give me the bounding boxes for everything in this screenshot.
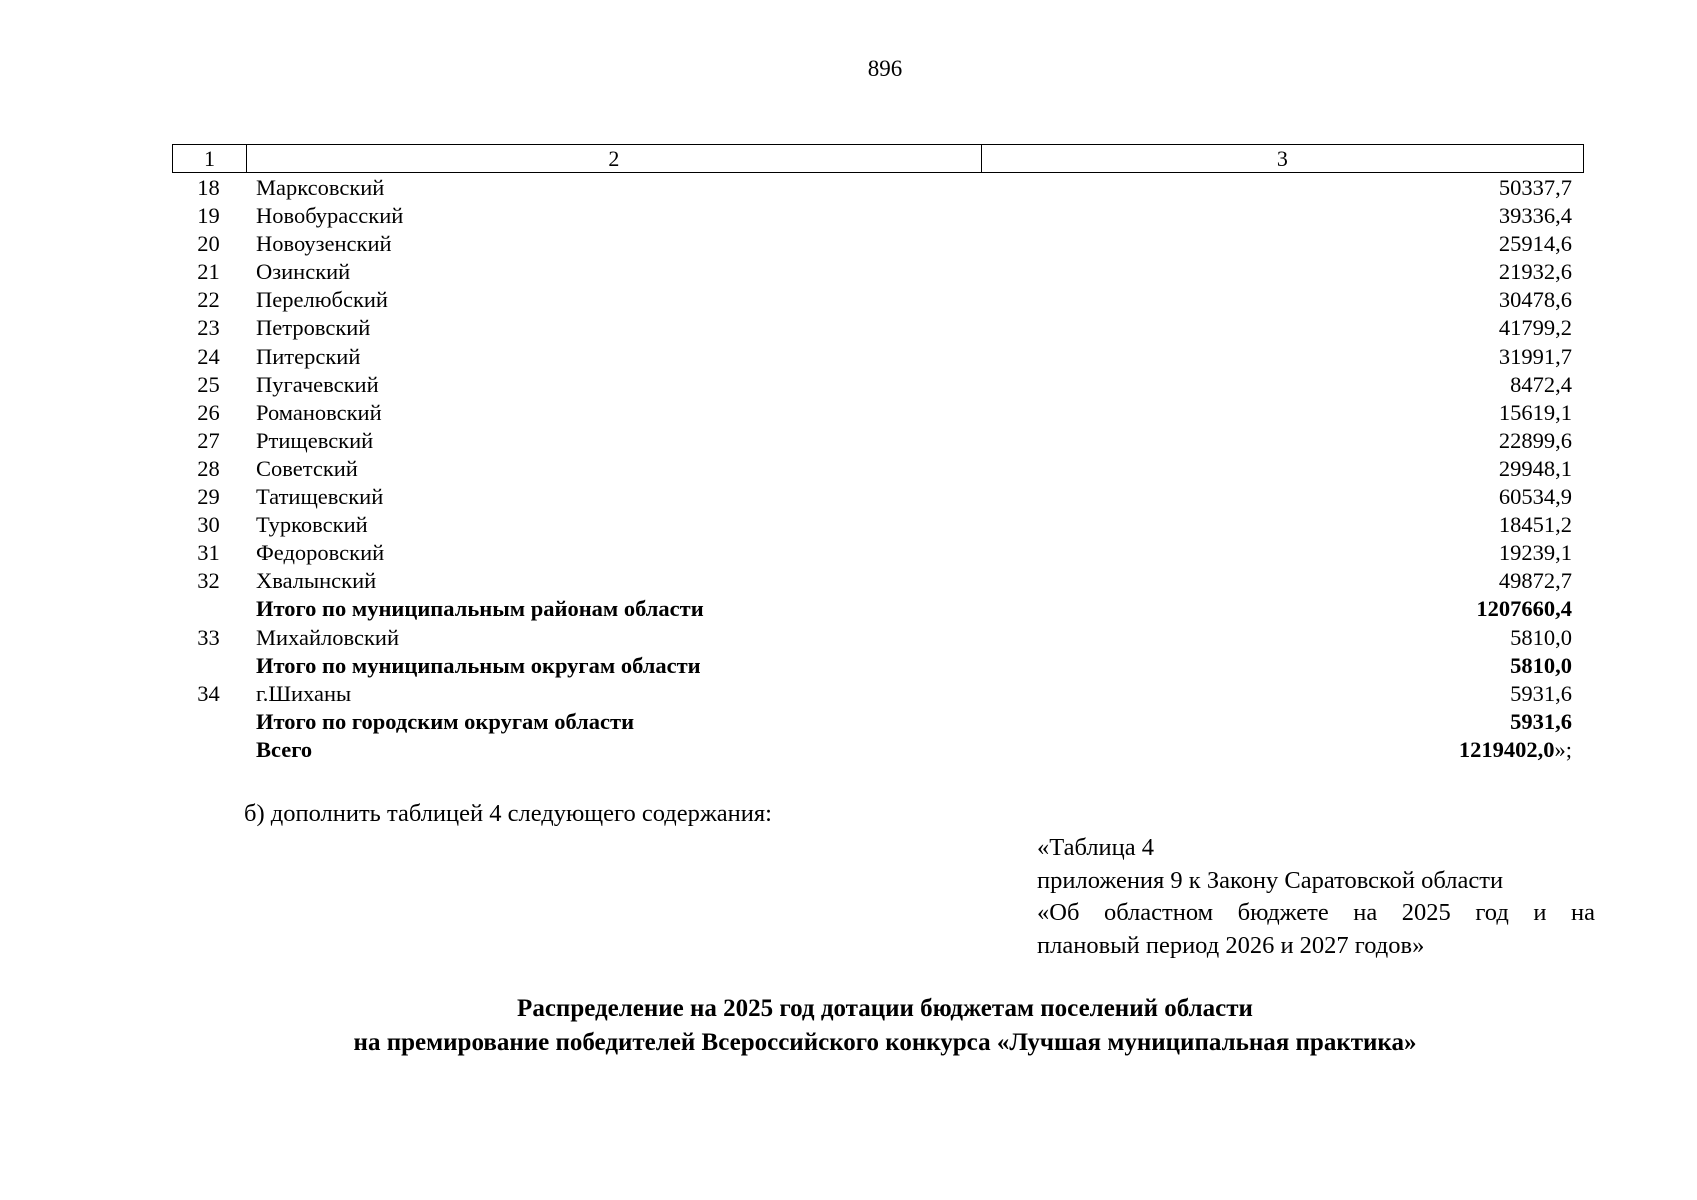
appendix-line: приложения 9 к Закону Саратовской области [1037, 866, 1504, 894]
page-number: 896 [867, 56, 903, 81]
title-line: Распределение на 2025 год дотации бюджетам поселений области [517, 995, 1253, 1022]
row-value [1499, 343, 1572, 371]
value-text: 5810,0 [1510, 624, 1572, 650]
value-text: 22899,6 [1498, 427, 1572, 453]
appendix-line: «Таблица 4 [1037, 834, 1155, 861]
district-name: Озинский [256, 259, 351, 285]
row-value [1499, 202, 1572, 230]
value-text: 39336,4 [1498, 203, 1572, 229]
row-number: 31 [197, 540, 220, 566]
subtotal-label: Итого по муниципальным районам области [256, 596, 704, 622]
table-row [172, 202, 1584, 230]
row-value [1499, 483, 1572, 511]
value-text: 60534,9 [1498, 484, 1572, 510]
value-text: 41799,2 [1498, 315, 1572, 341]
table-row [172, 314, 1584, 342]
table-row [172, 399, 1584, 427]
district-name: Ртищевский [256, 427, 374, 453]
table-row [172, 680, 1584, 708]
table-row [172, 455, 1584, 483]
value-text: 30478,6 [1498, 287, 1572, 313]
table-row [172, 427, 1584, 455]
row-number: 30 [197, 512, 220, 538]
district-name: Перелюбский [256, 287, 388, 313]
row-number: 29 [197, 484, 220, 510]
row-number: 18 [197, 175, 220, 200]
value-text: 19239,1 [1498, 540, 1572, 566]
row-value [1499, 230, 1572, 258]
table-header-col-1: 1 [203, 145, 215, 171]
row-value [1510, 680, 1572, 708]
row-number: 21 [197, 259, 220, 285]
row-value [1499, 286, 1572, 314]
row-value [1499, 567, 1572, 595]
row-value [1499, 174, 1572, 202]
value-text: 5931,6 [1510, 680, 1572, 706]
row-value [1499, 314, 1572, 342]
table-row [172, 567, 1584, 595]
table-header-col-3: 3 [981, 145, 1583, 172]
district-name: Хвалынский [256, 568, 377, 594]
row-number: 20 [197, 231, 220, 257]
table-row [172, 230, 1584, 258]
row-value [1499, 427, 1572, 455]
row-value [1499, 455, 1572, 483]
subtotal-label: Итого по муниципальным округам области [256, 652, 701, 678]
table-header [172, 144, 1584, 173]
value-text: 1219402,0 [1458, 736, 1555, 762]
row-number: 24 [197, 343, 220, 369]
district-name: г.Шиханы [256, 680, 352, 706]
subtotal-row [172, 652, 1584, 680]
value-text: 5931,6 [1510, 708, 1572, 734]
row-value [1459, 736, 1572, 764]
row-number: 25 [197, 371, 220, 397]
value-text: 8472,4 [1510, 371, 1572, 397]
table-row [172, 511, 1584, 539]
table-row [172, 258, 1584, 286]
row-number: 32 [197, 568, 220, 594]
district-name: Татищевский [256, 484, 384, 510]
row-value [1510, 652, 1572, 680]
row-number: 27 [197, 427, 220, 453]
row-number: 34 [197, 680, 220, 706]
district-name: Федоровский [256, 540, 385, 566]
row-number: 23 [197, 315, 220, 341]
appendix-reference [1037, 832, 1595, 962]
table-row [172, 343, 1584, 371]
row-number: 19 [197, 203, 220, 229]
subtotal-row [172, 708, 1584, 736]
row-value [1510, 708, 1572, 736]
value-text: 29948,1 [1498, 455, 1572, 481]
value-text: 49872,7 [1498, 568, 1572, 594]
closing-quote: »; [1554, 736, 1572, 762]
table-row [172, 371, 1584, 399]
district-name: Петровский [256, 315, 371, 341]
table-row [172, 174, 1584, 202]
row-value [1476, 595, 1572, 623]
value-text: 15619,1 [1498, 399, 1572, 425]
subtotal-row [172, 595, 1584, 623]
value-text: 50337,7 [1498, 175, 1572, 200]
district-name: Новоузенский [256, 231, 392, 257]
paragraph-b: б) дополнить таблицей 4 следующего содержания: [244, 800, 772, 827]
district-name: Турковский [256, 512, 368, 538]
subtotal-label: Итого по городским округам области [256, 708, 635, 734]
row-number: 28 [197, 455, 220, 481]
district-name: Новобурасский [256, 203, 404, 229]
grand-total-row [172, 736, 1584, 764]
row-value [1499, 539, 1572, 567]
row-number: 26 [197, 399, 220, 425]
table-row [172, 624, 1584, 652]
table-row [172, 483, 1584, 511]
table-body [172, 174, 1584, 764]
value-text: 31991,7 [1498, 343, 1572, 369]
value-text: 21932,6 [1498, 259, 1572, 285]
row-value [1510, 624, 1572, 652]
row-number: 33 [197, 624, 220, 650]
value-text: 25914,6 [1498, 231, 1572, 257]
value-text: 1207660,4 [1476, 596, 1572, 622]
grand-total-label: Всего [256, 736, 313, 762]
district-name: Питерский [256, 343, 361, 369]
table-row [172, 286, 1584, 314]
district-name: Пугачевский [256, 371, 379, 397]
table-header-col-2: 2 [246, 145, 981, 172]
row-number: 22 [197, 287, 220, 313]
value-text: 18451,2 [1498, 512, 1572, 538]
district-name: Советский [256, 455, 358, 481]
district-name: Романовский [256, 399, 382, 425]
title-line: на премирование победителей Всероссийского конкурса «Лучшая муниципальная практика» [353, 1029, 1417, 1056]
row-value [1499, 399, 1572, 427]
row-value [1499, 258, 1572, 286]
appendix-line: плановый период 2026 и 2027 годов» [1037, 931, 1425, 959]
table-row [172, 539, 1584, 567]
value-text: 5810,0 [1510, 652, 1572, 678]
district-name: Марксовский [256, 175, 385, 200]
appendix-line: «Об областном бюджете на 2025 год и на [1037, 899, 1595, 926]
row-value [1510, 371, 1572, 399]
document-title [0, 992, 1697, 1060]
district-name: Михайловский [256, 624, 399, 650]
row-value [1499, 511, 1572, 539]
